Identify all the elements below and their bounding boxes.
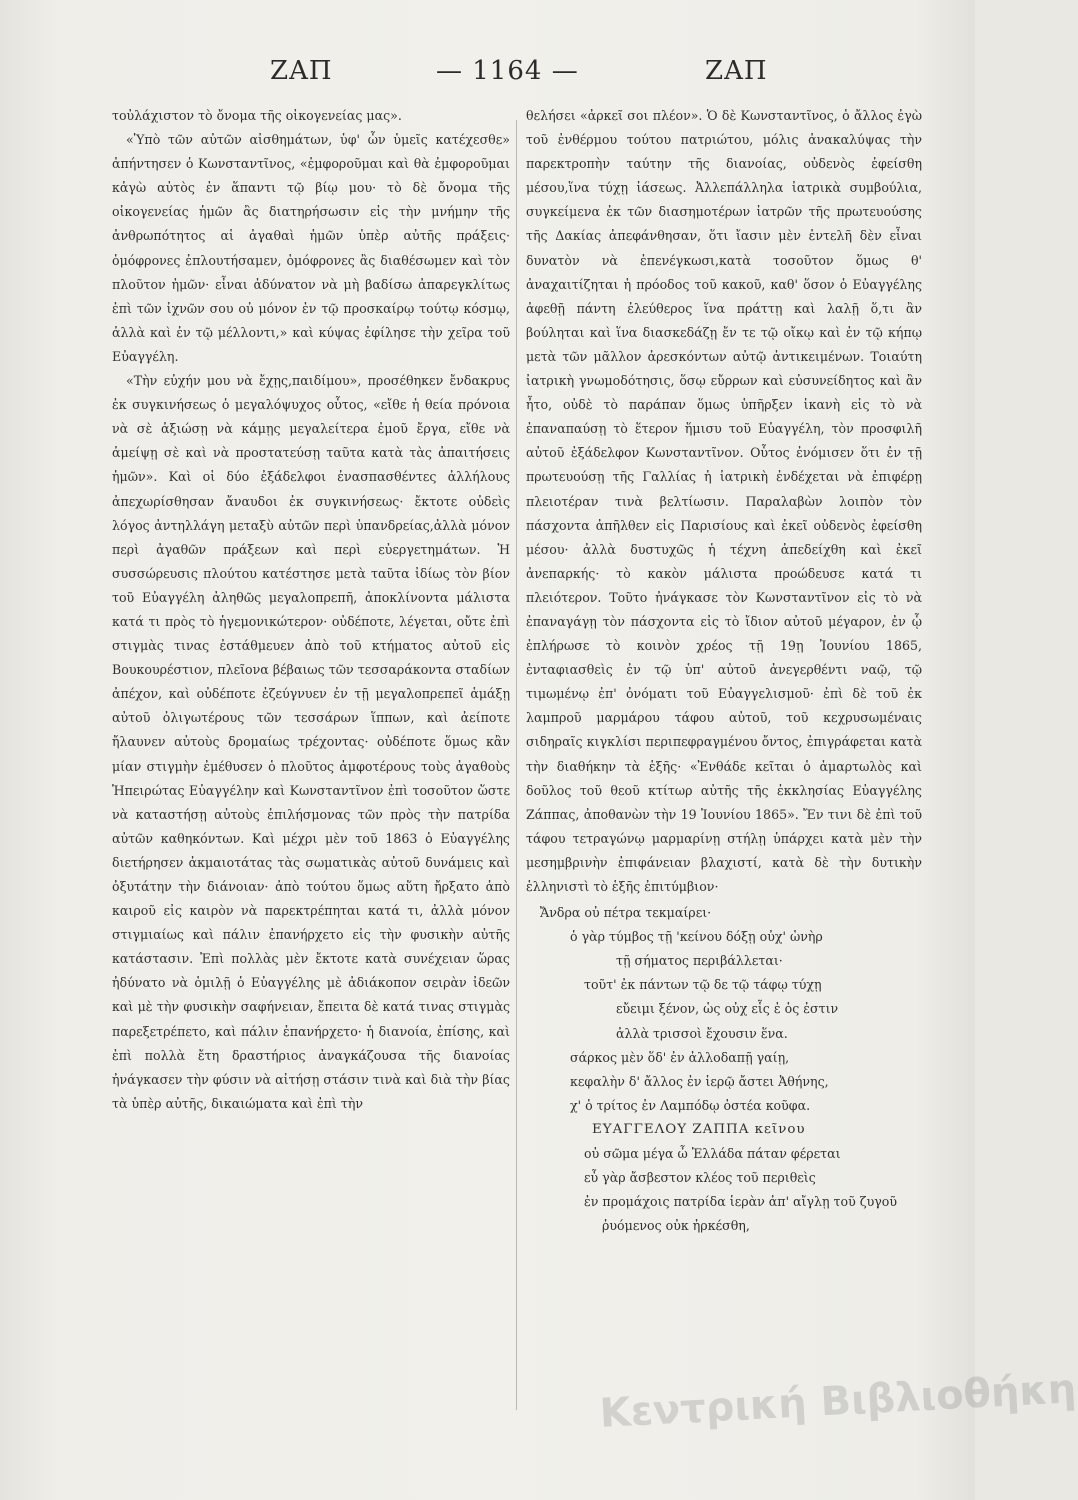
paragraph: τοὐλάχιστον τὸ ὄνομα τῆς οἰκογενείας μας». [112,108,402,123]
paragraph: θελήσει «ἀρκεῖ σοι πλέον». Ὁ δὲ Κωνσταντῖνος, ὁ ἄλλος ἐγὼ τοῦ ἐνθέρμου τούτου πατριώτου, μόλις ἀνακαλύψας τὴν παρεκτροπὴν ταύτην τῆς διανοίας, οὐδενὸς ἐφείσθη μέσου,ἵνα τύχῃ ἰάσεως. Ἀλλεπάλληλα ἰατρικὰ συμβούλια, συγκείμενα ἐκ τῶν διασημοτέρων ἰατρῶν τῆς πρωτευούσης τῆς Δακίας ἀπεφάνθησαν, ὅτι ἴασιν μὲν ἐντελῆ δὲν εἶναι δυνατὸν νὰ ἐπενέγκωσι,κατὰ τοσοῦτον ὅμως θ' ἀναχαιτίζηται ἡ πρόοδος τοῦ κακοῦ, καθ' ὅσον ὁ Εὐαγγέλης ἀφεθῇ πάντη ἐλεύθερος ἵνα πράττῃ καὶ λαλῇ ὅ,τι ἂν βούληται καὶ ἵνα διασκεδάζῃ ἔν τε τῷ οἴκῳ καὶ ἐν τῷ κήπῳ μετὰ τῶν μᾶλλον ἀρεσκόντων αὐτῷ ἀντικειμένων. Τοιαύτη ἰατρικὴ γνωμοδότησις, ὅσῳ εὔρρων καὶ εὐσυνείδητος καὶ ἂν ἦτο, οὐδὲ τὸ παράπαν ὅμως ὑπῆρξεν ἱκανὴ εἰς τὸ νὰ ἐπαναπαύσῃ τὸ ἕτερον ἥμισυ τοῦ Εὐαγγέλη, τὸν προσφιλῆ αὐτοῦ ἐξάδελφον Κωνσταντῖνον. Οὗτος ἐνόμισεν ὅτι ἐν τῇ πρωτευούσῃ τῆς Γαλλίας ἡ ἰατρικὴ ἐνδέχεται νὰ ἐπιφέρῃ πλειοτέραν τινὰ βελτίωσιν. Παραλαβὼν λοιπὸν τὸν πάσχοντα ἀπῆλθεν εἰς Παρισίους καὶ ἐκεῖ οὐδενὸς ἐφείσθη μέσου· ἀλλὰ δυστυχῶς ἡ τέχνη ἀπεδείχθη καὶ ἐκεῖ ἀνεπαρκής· τὸ κακὸν μάλιστα προώδευσε κατά τι πλειότερον. Τοῦτο ἠνάγκασε τὸν Κωνσταντῖνον εἰς τὸ νὰ ἐπαναγάγῃ τὸν πάσχοντα εἰς τὸ ἴδιον αὐτοῦ μέγαρον, ἐν ᾧ ἐπλήρωσε τὸ κοινὸν χρέος τῇ 19ῃ Ἰουνίου 1865, ἐνταφιασθεὶς ἐν τῷ ὑπ' αὐτοῦ ἀνεγερθέντι ναῷ, τῷ τιμωμένῳ ἐπ' ὀνόματι τοῦ Εὐαγγελισμοῦ· ἐπὶ δὲ τοῦ ἐκ λαμπροῦ μαρμάρου τάφου αὐτοῦ, τοῦ κεχρυσωμέναις σιδηραῖς κιγκλίσι περιπεφραγμένου ὄντος, ἐπιγράφεται κατὰ τὴν διαθήκην τὰ ἑξῆς· «Ἐνθάδε κεῖται ὁ ἁμαρτωλὸς καὶ δοῦλος τοῦ θεοῦ κτίτωρ αὐτῆς τῆς ἐκκλησίας Εὐαγγέλης Ζάππας, ἀποθανὼν τὴν 19 Ἰουνίου 1865». Ἔν τινι δὲ ἐπὶ τοῦ τάφου τετραγώνῳ μαρμαρίνῃ στήλῃ ὑπάρχει κατὰ μὲν τὴν μεσημβρινὴν ἐπιφάνειαν βλαχιστί, κατὰ δὲ τὴν δυτικὴν ἑλληνιστὶ τὸ ἑξῆς ἐπιτύμβιον· [526,108,922,894]
epitaph-verse [526,901,922,1238]
verse-line: σάρκος μὲν ὅδ' ἐν ἀλλοδαπῇ γαίῃ, [570,1049,790,1065]
verse-line: χ' ὁ τρίτος ἐν Λαμπόδῳ ὀστέα κοῦφα. [570,1097,811,1113]
verse-line: ὁ γὰρ τύμβος τῇ 'κείνου δόξῃ οὐχ' ὡνὴρ [570,929,823,945]
verse-line: εὔειμι ξένον, ὡς οὐχ εἷς ἐ ὁς ἐστιν [616,1001,839,1017]
right-column [526,104,922,1238]
library-watermark: Κεντρική Βιβλιοθήκη [598,1366,1078,1437]
paragraph: «Τὴν εὐχήν μου νὰ ἔχῃς,παιδίμου», προσέθηκεν ἔνδακρυς ἐκ συγκινήσεως ὁ μεγαλόψυχος οὗτος, «εἴθε ἡ θεία πρόνοια νὰ σὲ ἀξιώσῃ νὰ κάμῃς μεγαλείτερα ἐμοῦ ἔργα, εἴθε νὰ ἀμείψῃ σὲ καὶ νὰ προστατεύσῃ ταῦτα κατὰ τὰς ἀπαιτήσεις ἡμῶν». Καὶ οἱ δύο ἐξάδελφοι ἐνασπασθέντες ἀλλήλους ἀπεχωρίσθησαν ἄναυδοι ἐκ συγκινήσεως· ἔκτοτε οὐδεὶς λόγος ἀντηλλάγη μεταξὺ αὐτῶν περὶ ὑπανδρείας,ἀλλὰ μόνον περὶ ἀγαθῶν πράξεων καὶ περὶ εὐεργετημάτων. Ἡ συσσώρευσις πλούτου κατέστησε μετὰ ταῦτα ἰδίως τὸν βίον τοῦ Εὐαγγέλη ἀληθῶς μεγαλοπρεπῆ, ἀποκλίνοντα μάλιστα κατά τι πρὸς τὸ ἡγεμονικώτερον· οὐδέποτε, λέγεται, οὔτε ἐπὶ στιγμὰς τινας ἐστάθμευεν ἀπὸ τοῦ κτήματος αὐτοῦ εἰς Βουκουρέστιον, πλεῖονα βέβαιως τῶν τεσσαράκοντα σταδίων ἀπέχον, καὶ οὐδέποτε ἐζεύγνυεν ἐν τῇ μεγαλοπρεπεῖ ἁμάξῃ αὐτοῦ ὀλιγωτέρους τῶν τεσσάρων ἵππων, καὶ ἀείποτε ἤλαυνεν αὐτοὺς δρομαίως τρέχοντας· οὐδέποτε ὅμως κἂν μίαν στιγμὴν ἐμέθυσεν ὁ πλοῦτος ἀμφοτέρους τοὺς ἀγαθοὺς Ἠπειρώτας Εὐαγγέλην καὶ Κωνσταντῖνον ἐπὶ τοσοῦτον ὥστε νὰ καταστήσῃ αὐτοὺς ἐπιλήσμονας τῶν πρὸς τὴν πατρίδα αὐτῶν καθηκόντων. Καὶ μέχρι μὲν τοῦ 1863 ὁ Εὐαγγέλης διετήρησεν ἀκμαιοτάτας τὰς σωματικὰς αὐτοῦ δυνάμεις καὶ ὀξυτάτην τὴν διάνοιαν· ἀπὸ τούτου ὅμως αὕτη ἤρξατο ἀπὸ καιροῦ εἰς καιρὸν νὰ παρεκτρέπηται κατά τι, ἀλλὰ μόνον στιγμιαίως καὶ πάλιν ἐπανήρχετο εἰς τὴν φυσικὴν αὐτῆς κατάστασιν. Ἐπὶ πολλὰς μὲν ἔκτοτε κατὰ συνέχειαν ὥρας ἠδύνατο νὰ ὁμιλῇ ὁ Εὐαγγέλης μὲ ἀδιάκοπον σειρὰν ἰδεῶν καὶ μὲ τὴν φυσικὴν σαφήνειαν, ἔπειτα δὲ κατά τινας στιγμὰς παρεξετρέπετο, καὶ πάλιν ἐπανήρχετο· ἡ διανοία, ἐπίσης, καὶ ἐπὶ πολλὰ ἔτη δραστήριος ἀναγκάζουσα τῆς διανοίας ἠνάγκασεν τὴν φύσιν νὰ αἰτήσῃ στάσιν τινὰ καὶ διὰ τὴν βίας τὰ ὑπὲρ αὐτῆς, δικαιώματα καὶ ἐπὶ τὴν [112,373,510,1111]
verse-line: ῥυόμενος οὐκ ἠρκέσθη, [602,1218,750,1234]
verse-line: ἐν προμάχοις πατρίδα ἱερὰν ἀπ' αἴγλῃ τοῦ ζυγοῦ [584,1194,897,1210]
verse-line: εὖ γὰρ ἄσβεστον κλέος τοῦ περιθεὶς [584,1170,816,1186]
header-right-keyword: ΖΑΠ [705,56,768,86]
paragraph: «Ὑπὸ τῶν αὐτῶν αἰσθημάτων, ὑφ' ὧν ὑμεῖς κατέχεσθε» ἀπήντησεν ὁ Κωνσταντῖνος, «ἐμφοροῦμαι καὶ θὰ ἐμφοροῦμαι κἀγὼ αὐτὸς ἐν ἅπαντι τῷ βίῳ μου· τὸ δὲ ὄνομα τῆς οἰκογενείας ἡμῶν ἂς διατηρήσωσιν εἰς τὴν μνήμην τῆς ἀνθρωπότητος αἱ ἀγαθαὶ ἡμῶν ὑπὲρ αὐτῆς πράξεις· ὁμόφρονες ἐπλουτήσαμεν, ὁμόφρονες ἂς διαθέσωμεν καὶ τὸν πλοῦτον ἡμῶν· εἶναι ἀδύνατον νὰ μὴ βαδίσω ἀπαρεγκλίτως ἐπὶ τῶν ἰχνῶν σου οὐ μόνον ἐν τῷ προσκαίρῳ τούτῳ κόσμῳ, ἀλλὰ καὶ ἐν τῷ μέλλοντι,» καὶ κύψας ἐφίλησε τὴν χεῖρα τοῦ Εὐαγγέλη. [112,132,510,364]
header-left-keyword: ΖΑΠ [270,56,333,86]
verse-line: τῇ σήματος περιβάλλεται· [616,953,783,969]
verse-line: οὐ σῶμα μέγα ὦ Ἑλλάδα πάταν φέρεται [584,1146,841,1162]
verse-line: τοῦτ' ἐκ πάντων τῷ δε τῷ τάφῳ τύχῃ [584,977,822,993]
left-column [112,104,510,1116]
verse-line: ἀλλὰ τρισσοὶ ἔχουσιν ἕνα. [616,1025,788,1041]
verse-line: κεφαλὴν δ' ἄλλος ἐν ἱερῷ ἄστει Ἀθήνης, [570,1073,829,1089]
page-header [0,56,975,92]
epitaph-signature: ΕΥΑΓΓΕΛΟΥ ΖΑΠΠΑ κεῖνου [592,1121,806,1137]
verse-line: Ἄνδρα οὐ πέτρα τεκμαίρει· [540,905,712,921]
column-divider [516,120,517,1410]
page-number: — 1164 — [436,56,579,86]
